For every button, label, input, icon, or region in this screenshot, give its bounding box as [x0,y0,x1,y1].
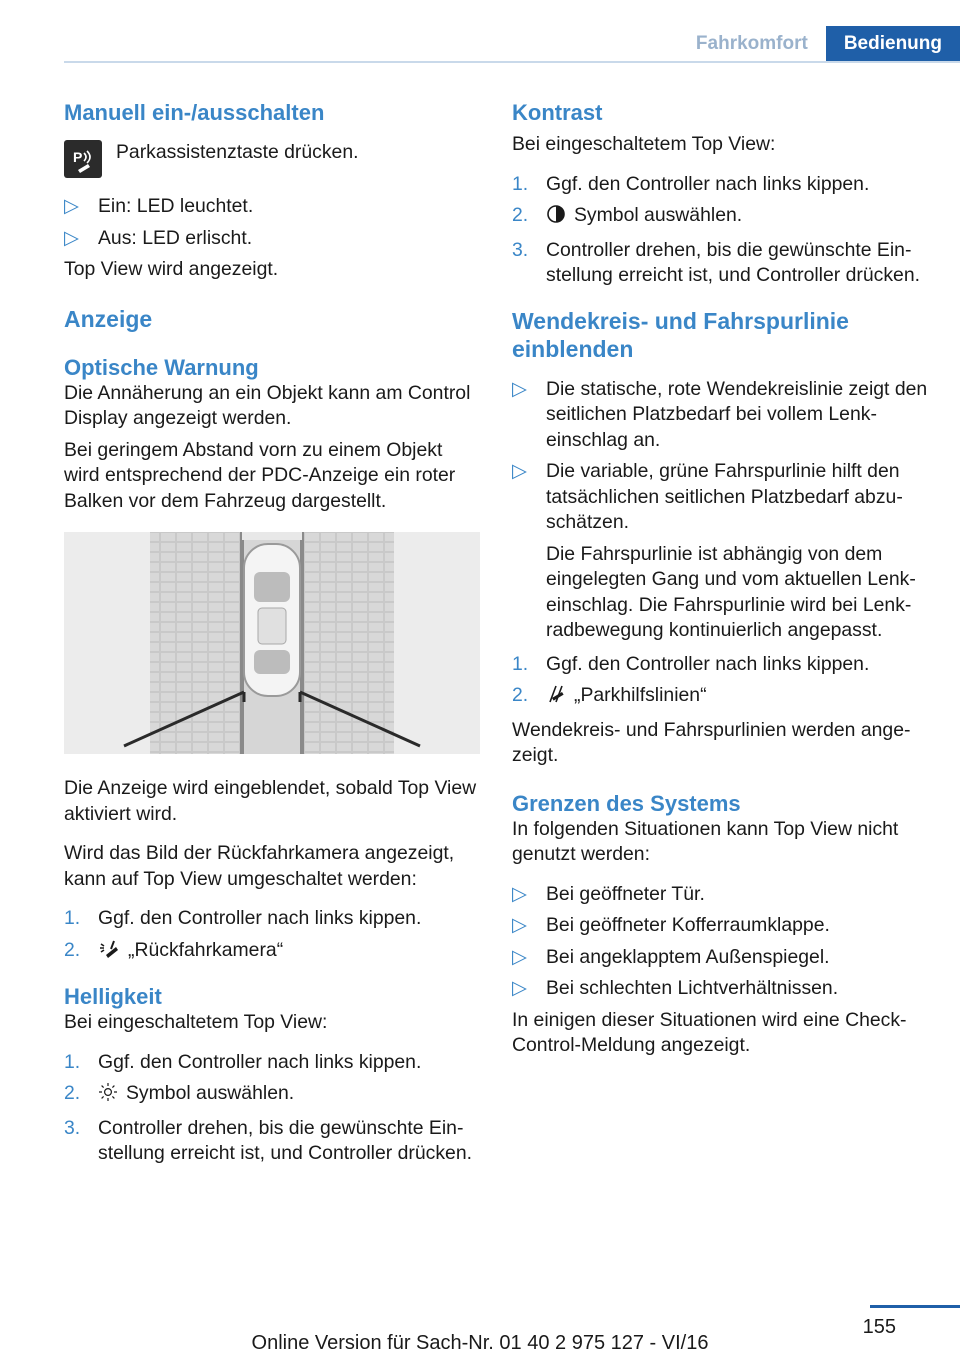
list-item: ▷ Die variable, grüne Fahrspurlinie hilft den tatsächlichen seitlichen Platzbedarf abzuschätzen. [512,460,903,533]
top-view-illustration [64,532,480,754]
list-item: 2. „Rückfahrkamera“ [64,938,482,967]
wendekreis-heading: Wendekreis- und Fahrspurlinie einblenden [512,307,849,362]
list-item: 2. Symbol auswählen. [512,203,928,232]
grenzen-intro: In folgenden Situationen kann Top View nicht genutzt werden: [512,817,899,865]
optische-paragraph-2: Bei geringem Abstand vorn zu einem Objekt wird entsprechend der PDC-Anzeige ein roter Balken vor dem Fahrzeug dargestellt. [64,438,456,512]
park-assist-button-icon [64,140,102,178]
list-item: 1. Ggf. den Controller nach links kippen. [512,652,870,675]
manual-text: Parkassistenztaste drücken. [116,141,359,163]
list-item: ▷ Bei geöffneter Tür. [512,882,705,905]
list-item: ▷ Die statische, rote Wendekreislinie zeigt den seitlichen Platzbedarf bei vollem Lenkeinschlag an. [512,377,928,451]
list-item: 1. Ggf. den Controller nach links kippen. [64,1050,422,1073]
helligkeit-intro: Bei eingeschaltetem Top View: [64,1011,328,1033]
grenzen-after: In einigen dieser Situationen wird eine Check-Control-Meldung angezeigt. [512,1008,907,1056]
list-item: 3. Controller drehen, bis die gewünschte Einstellung erreicht ist, und Controller drücken. [64,1116,472,1164]
list-item: ▷ Bei geöffneter Kofferraumklappe. [512,914,830,936]
manual-instruction [64,140,482,178]
display-paragraph: Die Anzeige wird eingeblendet, sobald Top View aktiviert wird. [64,777,477,825]
left-column [64,100,482,1173]
header-divider [64,61,960,63]
page-header [678,26,960,62]
list-item: 1. Ggf. den Controller nach links kippen. [512,172,870,195]
camera-icon [98,939,120,967]
rueckfahr-steps [64,906,482,966]
manual-heading: Manuell ein-/ausschalten [64,100,325,125]
page-number: 155 [862,1316,896,1338]
footer-accent-rule [870,1305,960,1308]
list-item: ▷ Bei angeklapptem Außenspiegel. [512,945,830,968]
helligkeit-heading: Helligkeit [64,984,162,1009]
kontrast-intro: Bei eingeschaltetem Top View: [512,133,776,155]
contrast-icon [546,204,566,232]
header-tab-fahrkomfort[interactable]: Fahrkomfort [678,26,826,62]
manual-list [64,194,482,251]
list-item: ▷ Ein: LED leuchtet. [64,195,254,217]
list-item: ▷ Bei schlechten Lichtverhältnissen. [512,977,839,999]
list-item: 3. Controller drehen, bis die gewünschte Einstellung erreicht ist, und Controller drücken. [512,238,920,286]
wendekreis-steps [512,652,928,712]
list-item: 2. „Parkhilfslinien“ [512,683,928,712]
grenzen-list [512,882,928,1002]
grenzen-heading: Grenzen des Systems [512,790,741,816]
wendekreis-list [512,377,928,536]
header-tab-bedienung[interactable]: Bedienung [826,26,960,62]
rueckfahr-paragraph: Wird das Bild der Rückfahrkamera angezeigt, kann auf Top View umgeschaltet werden: [64,842,455,890]
list-item: 2. Symbol auswählen. [64,1081,482,1110]
optische-heading: Optische Warnung [64,354,259,380]
svg-text:P: P [73,149,83,165]
right-column [512,100,928,1059]
parking-lines-icon [546,684,566,712]
optische-paragraph-1: Die Annäherung an ein Objekt kann am Control Display angezeigt werden. [64,381,471,429]
list-item: 1. Ggf. den Controller nach links kippen. [64,907,422,929]
kontrast-steps [512,172,928,289]
helligkeit-steps [64,1050,482,1167]
brightness-icon [98,1082,118,1110]
manual-after-text: Top View wird angezeigt. [64,258,279,280]
footer-version-text: Online Version für Sach-Nr. 01 40 2 975 127 - VI/16 [251,1332,709,1354]
list-item: ▷ Aus: LED erlischt. [64,226,253,249]
wendekreis-after: Wendekreis- und Fahrspurlinien werden angezeigt. [512,718,911,766]
kontrast-heading: Kontrast [512,100,603,125]
anzeige-heading: Anzeige [64,305,153,332]
wendekreis-subparagraph: Die Fahrspurlinie ist abhängig von dem eingelegten Gang und vom aktuellen Lenkeinschlag. Die Fahrspurlinie wird bei Lenkradbewegung kontinuierlich angepasst. [546,542,916,641]
